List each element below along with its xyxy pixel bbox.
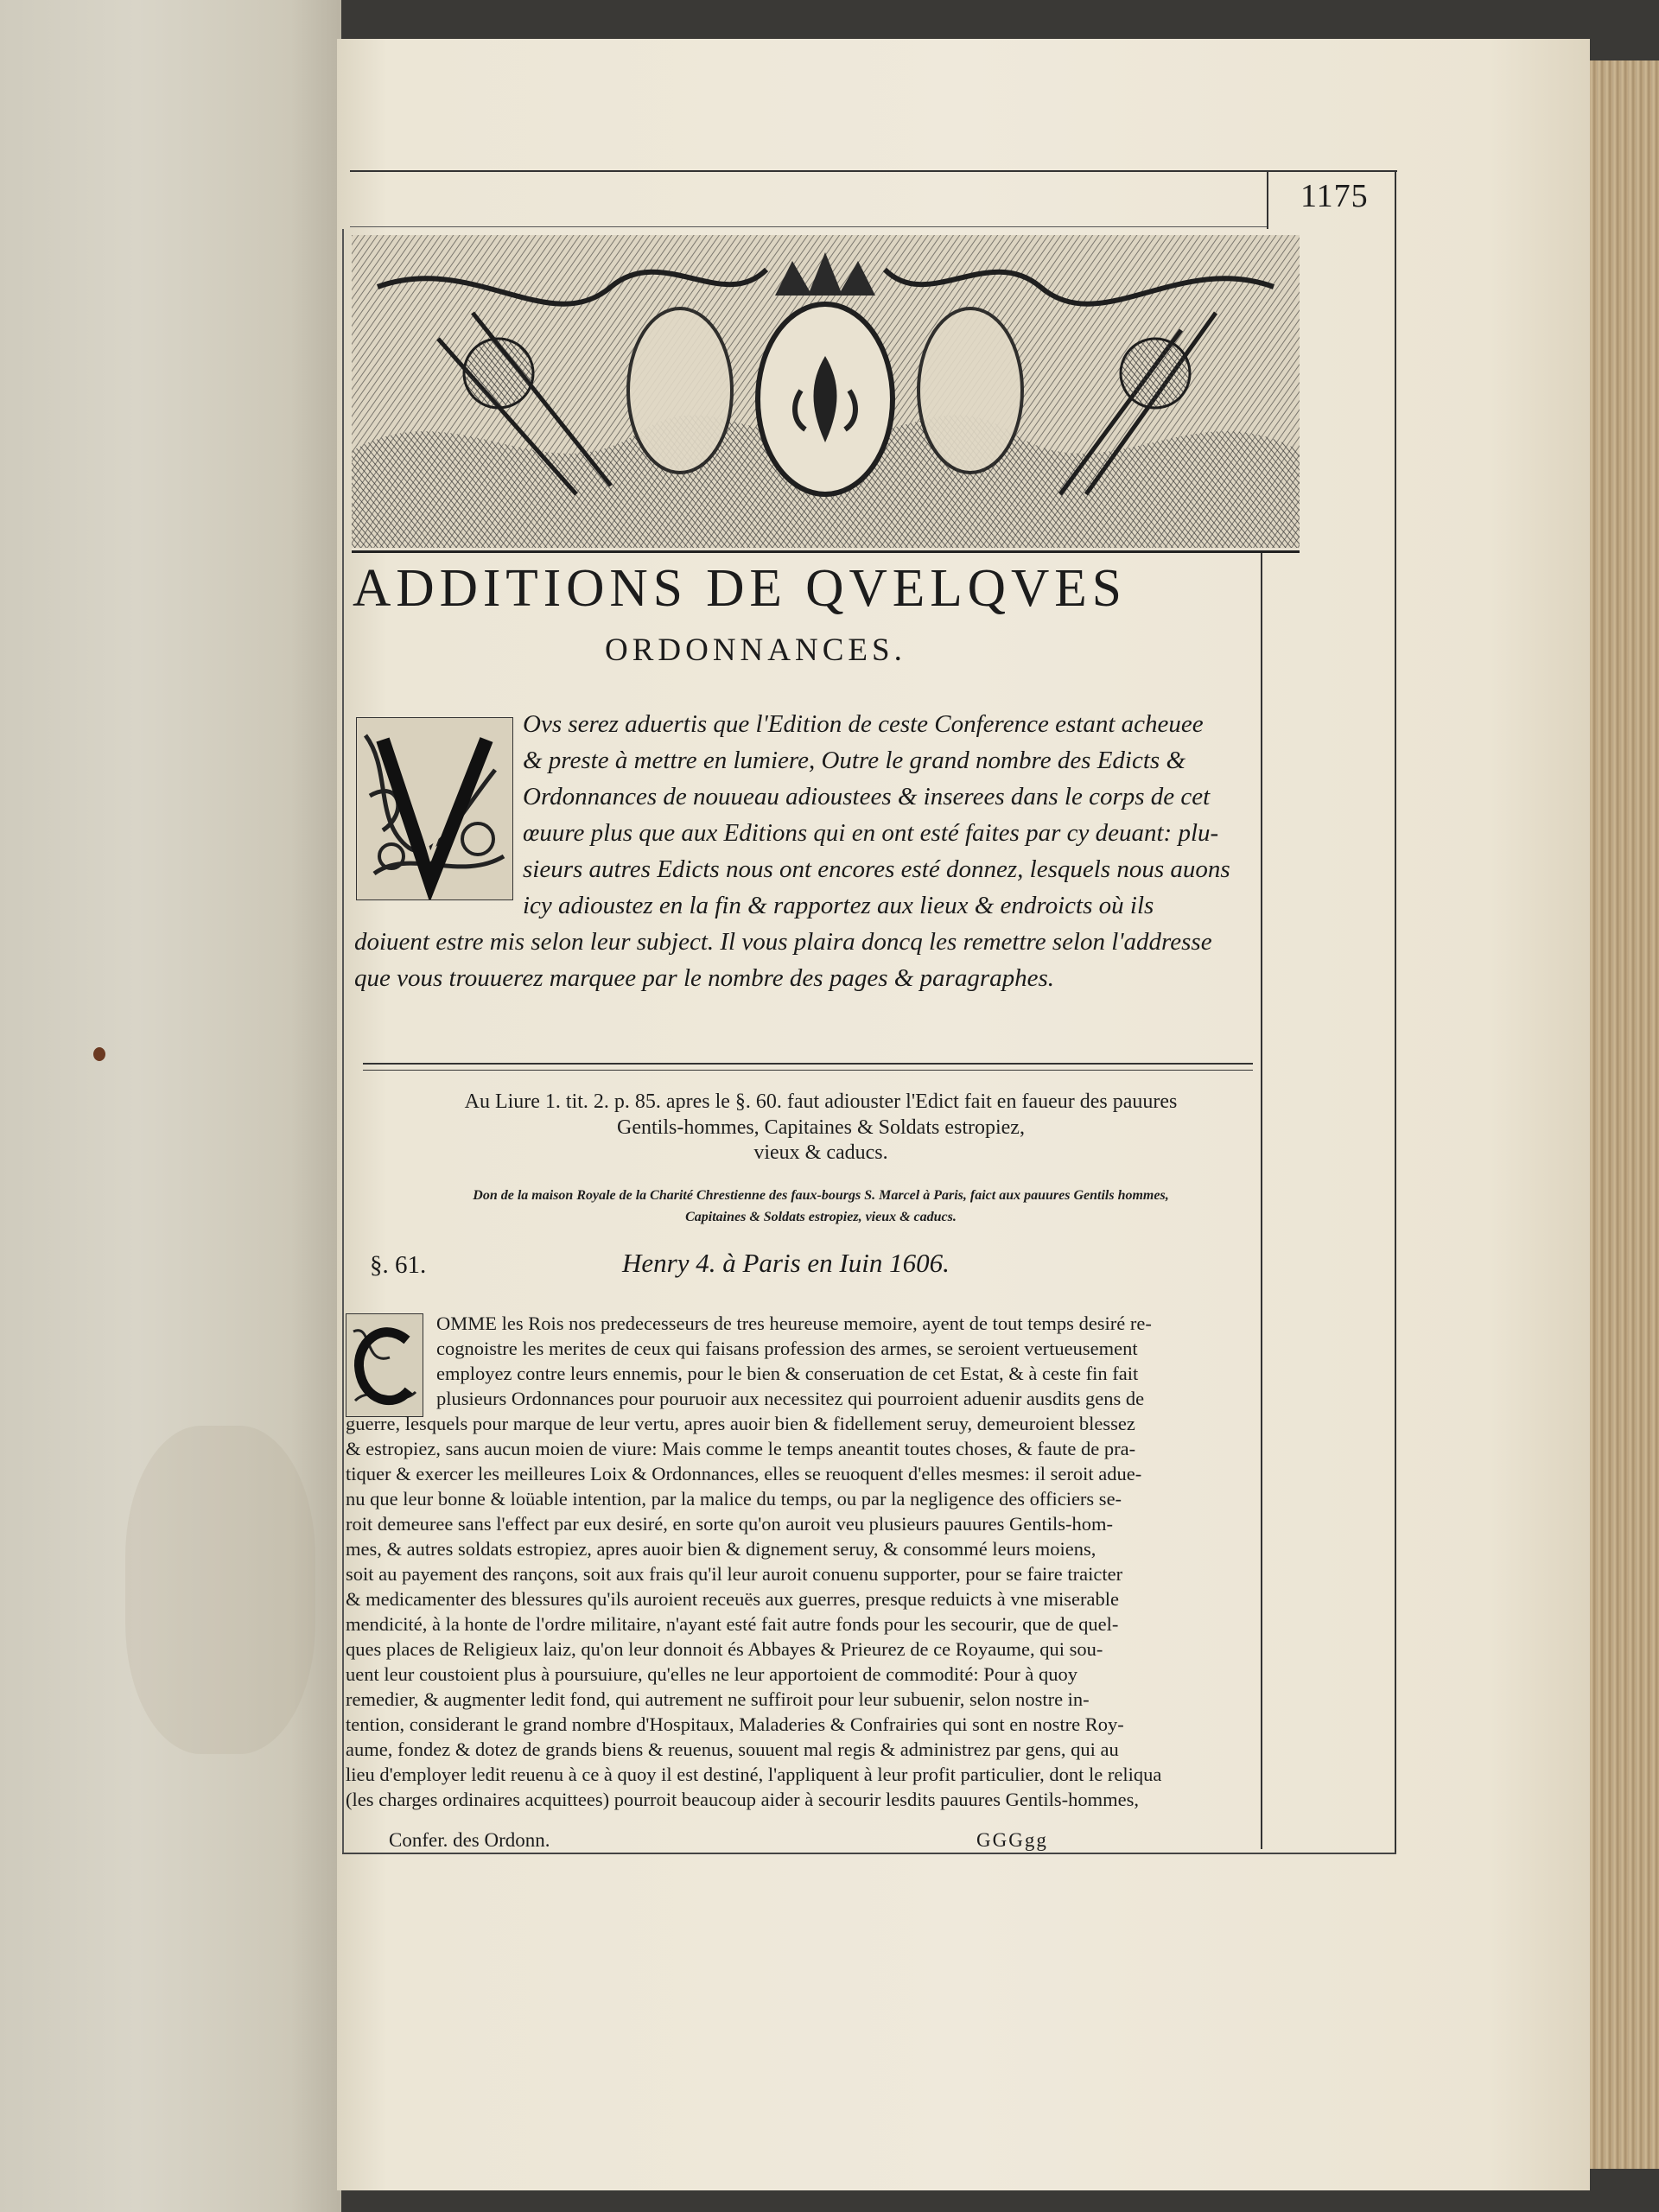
body-line: employez contre leurs ennemis, pour le bien & conseruation de cet Estat, & à ceste fin fait	[436, 1363, 1139, 1384]
intro-line: doiuent estre mis selon leur subject. Il vous plaira doncq les remettre selon l'addresse	[354, 928, 1212, 956]
ornamental-initial-v	[356, 717, 513, 900]
body-line: guerre, lesquels pour marque de leur vertu, apres auoir bien & fidellement seruy, demeuroient blessez	[346, 1413, 1135, 1434]
section-subheading-line: Capitaines & Soldats estropiez, vieux & caducs.	[685, 1210, 957, 1224]
frame-header-divider	[1267, 170, 1268, 229]
body-line: mes, & autres soldats estropiez, apres auoir bien & dignement seruy, & consommé leurs moiens,	[346, 1538, 1096, 1560]
frame-header-rule	[350, 226, 1267, 227]
intro-line: sieurs autres Edicts nous ont encores esté donnez, lesquels nous auons	[523, 855, 1230, 883]
body-line: aume, fondez & dotez de grands biens & reuenus, souuent mal regis & administrez par gens, qui au	[346, 1738, 1119, 1760]
left-facing-page	[0, 0, 341, 2212]
frame-rule-left	[342, 229, 344, 1853]
section-subheading-line: Don de la maison Royale de la Charité Chrestienne des faux-bourgs S. Marcel à Paris, faict aux pauures Gentils hommes,	[473, 1188, 1169, 1203]
body-line: lieu d'employer ledit reuenu à ce à quoy il est destiné, l'appliquent à leur profit particulier, dont le reliqua	[346, 1764, 1162, 1785]
woodcut-headpiece	[352, 235, 1300, 553]
body-line: tention, considerant le grand nombre d'Hospitaux, Maladeries & Confrairies qui sont en nostre Roy-	[346, 1713, 1124, 1735]
section-rule-thin	[363, 1070, 1253, 1071]
section-heading-line: Au Liure 1. tit. 2. p. 85. apres le §. 60. faut adiouster l'Edict fait en faueur des pauures	[464, 1090, 1178, 1113]
intro-line: Ovs serez aduertis que l'Edition de ceste Conference estant acheuee	[523, 710, 1204, 738]
intro-line: Ordonnances de nouueau adioustees & inserees dans le corps de cet	[523, 783, 1211, 810]
body-line: cognoistre les merites de ceux qui faisans profession des armes, se seroient vertueusement	[436, 1338, 1138, 1359]
body-line: plusieurs Ordonnances pour pouruoir aux necessitez qui pourroient aduenir ausdits gens de	[436, 1388, 1145, 1409]
ink-stain	[93, 1047, 105, 1061]
section-heading-line: Gentils-hommes, Capitaines & Soldats estropiez,	[617, 1116, 1025, 1139]
frame-rule-bottom	[342, 1853, 1396, 1854]
paper-discoloration	[125, 1426, 315, 1754]
frame-rule-right	[1395, 170, 1396, 1853]
intro-line: que vous trouuerez marquee par le nombre des pages & paragraphes.	[354, 964, 1055, 992]
body-line: uent leur coustoient plus à poursuiure, qu'elles ne leur apportoient de commodité: Pour à quoy	[346, 1663, 1077, 1685]
body-line: soit au payement des rançons, soit aux frais qu'il leur auroit conuenu supporter, pour se faire traicter	[346, 1563, 1123, 1585]
section-rule	[363, 1063, 1253, 1065]
decree-date: Henry 4. à Paris en Iuin 1606.	[622, 1248, 950, 1278]
ornamental-initial-c	[346, 1313, 423, 1417]
body-line: mendicité, à la honte de l'ordre militaire, n'ayant esté fait autre fonds pour les secourir, que de quel-	[346, 1613, 1119, 1635]
body-line: remedier, & augmenter ledit fond, qui autrement ne suffiroit pour leur subuenir, selon nostre in-	[346, 1688, 1090, 1710]
body-line: nu que leur bonne & loüable intention, par la malice du temps, ou par la negligence des officiers se-	[346, 1488, 1122, 1510]
body-line: & estropiez, sans aucun moien de viure: Mais comme le temps aneantit toutes choses, & faute de pra-	[346, 1438, 1136, 1459]
page-number: 1175	[1300, 178, 1369, 214]
body-line: & medicamenter des blessures qu'ils auroient receuës aux guerres, presque reduicts à vne miserable	[346, 1588, 1119, 1610]
page-title: ADDITIONS DE QVELQVES	[353, 559, 1127, 618]
body-line: roit demeuree sans l'effect par eux desiré, en sorte qu'on auroit veu plusieurs pauures Gentils-hom-	[346, 1513, 1114, 1535]
body-line: ques places de Religieux laiz, qu'on leur donnoit és Abbayes & Prieurez de ce Royaume, qui sou-	[346, 1638, 1103, 1660]
gathering-mark: GGGgg	[976, 1829, 1048, 1851]
paragraph-number: §. 61.	[370, 1251, 427, 1279]
section-heading-line: vieux & caducs.	[753, 1141, 888, 1164]
intro-line: icy adioustez en la fin & rapportez aux lieux & endroicts où ils	[523, 892, 1154, 919]
page-edges	[1581, 60, 1659, 2169]
body-line: tiquer & exercer les meilleures Loix & Ordonnances, elles se reuoquent d'elles mesmes: il seroit adue-	[346, 1463, 1142, 1484]
body-line: (les charges ordinaires acquittees) pourroit beaucoup aider à secourir lesdits pauures Gentils-hommes,	[346, 1789, 1140, 1810]
frame-rule-top	[350, 170, 1397, 172]
intro-line: œuure plus que aux Editions qui en ont esté faites par cy deuant: plu-	[523, 819, 1219, 847]
intro-line: & preste à mettre en lumiere, Outre le grand nombre des Edicts &	[523, 747, 1186, 774]
footer-signature: Confer. des Ordonn.	[389, 1829, 550, 1851]
page-subtitle: ORDONNANCES.	[605, 632, 906, 668]
body-line: OMME les Rois nos predecesseurs de tres heureuse memoire, ayent de tout temps desiré re-	[436, 1313, 1152, 1334]
